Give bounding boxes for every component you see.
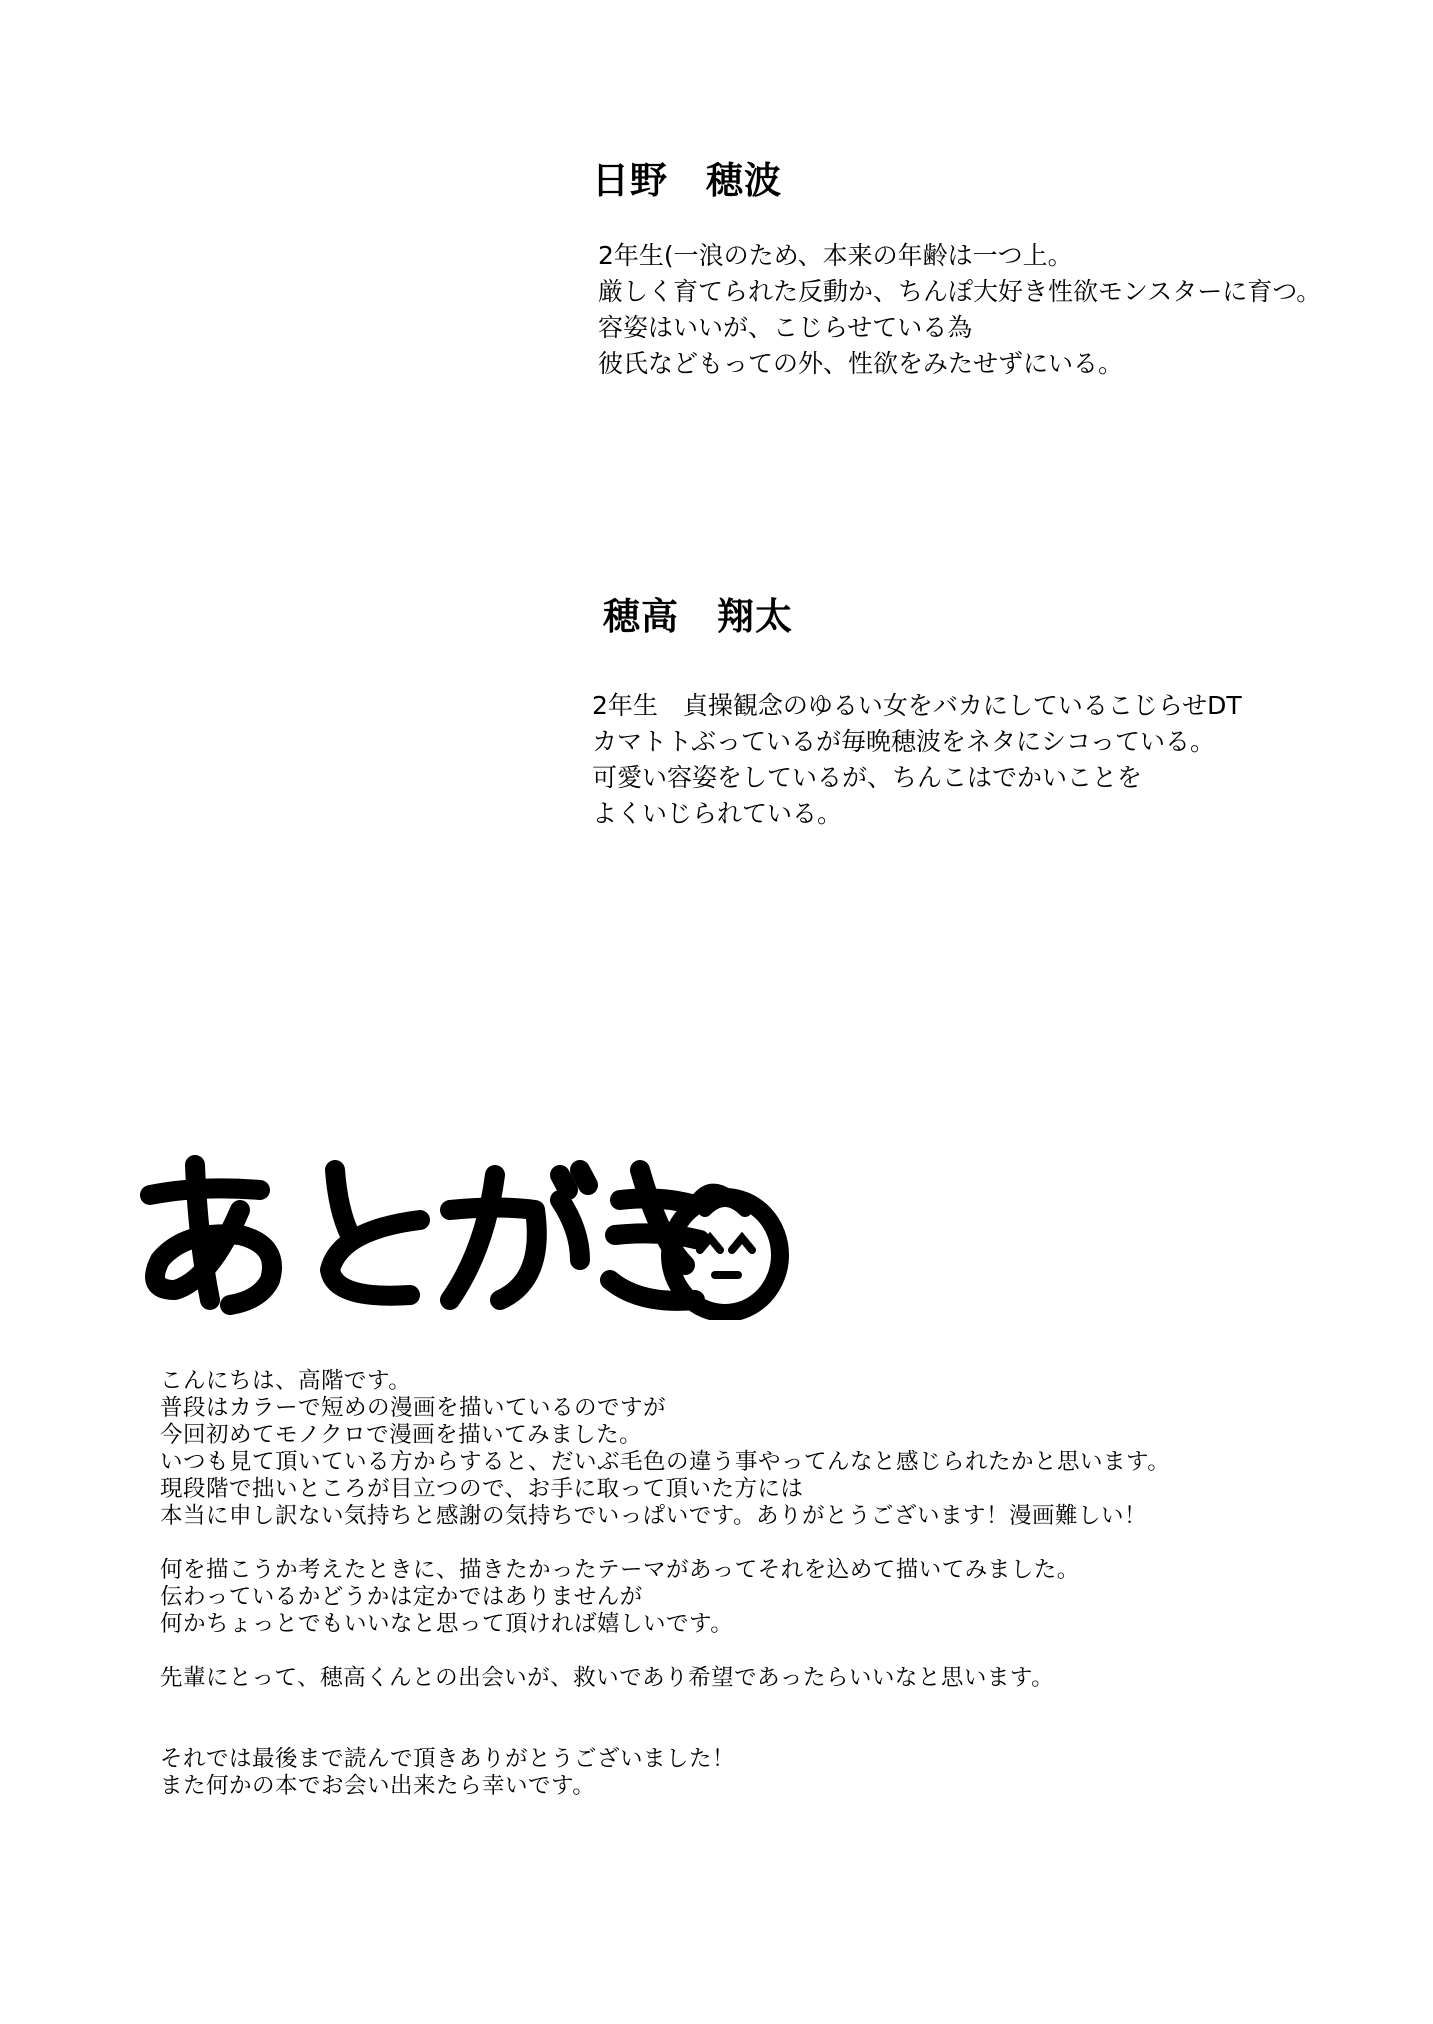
afterword-line: 現段階で拙いところが目立つので、お手に取って頂いた方には (160, 1476, 804, 1502)
character-description-hodaka (592, 688, 1242, 832)
afterword-line: それでは最後まで読んで頂きありがとうございました！ (160, 1746, 736, 1772)
afterword-title-lettering (140, 1150, 790, 1320)
description-line: 2年生(一浪のため、本来の年齢は一つ上。 (598, 241, 1073, 270)
description-line: 2年生 貞操観念のゆるい女をバカにしているこじらせDT (592, 691, 1242, 720)
afterword-line: いつも見て頂いている方からすると、だいぶ毛色の違う事やってんなと感じられたかと思います。 (160, 1449, 1171, 1475)
afterword-line: 伝わっているかどうかは定かではありませんが (160, 1584, 643, 1610)
character-name-hodaka: 穂高 翔太 (603, 594, 793, 638)
afterword-paragraph (160, 1368, 1170, 1530)
afterword-line: 今回初めてモノクロで漫画を描いてみました。 (160, 1422, 643, 1448)
description-line: 彼氏などもっての外、性欲をみたせずにいる。 (598, 349, 1124, 378)
afterword-line: 何を描こうか考えたときに、描きたかったテーマがあってそれを込めて描いてみました。 (160, 1557, 1080, 1583)
afterword-line: こんにちは、高階です。 (160, 1368, 412, 1394)
description-line: カマトトぶっているが毎晩穂波をネタにシコっている。 (592, 727, 1216, 756)
afterword-line: 何かちょっとでもいいなと思って頂ければ嬉しいです。 (160, 1611, 734, 1637)
description-line: 厳しく育てられた反動か、ちんぽ大好き性欲モンスターに育つ。 (598, 277, 1322, 306)
afterword-body (160, 1368, 1170, 1827)
description-line: よくいじられている。 (592, 799, 843, 828)
afterword-paragraph (160, 1746, 1170, 1800)
character-name-honami: 日野 穂波 (592, 158, 782, 202)
afterword-line: 本当に申し訳ない気持ちと感謝の気持ちでいっぱいです。ありがとうございます！漫画難しい！ (160, 1503, 1147, 1529)
afterword-paragraph (160, 1557, 1170, 1638)
description-line: 容姿はいいが、こじらせている為 (598, 313, 973, 342)
afterword-line: 先輩にとって、穂高くんとの出会いが、救いであり希望であったらいいなと思います。 (160, 1665, 1055, 1691)
afterword-paragraph (160, 1665, 1170, 1692)
afterword-line: また何かの本でお会い出来たら幸いです。 (160, 1773, 596, 1799)
afterword-line: 普段はカラーで短めの漫画を描いているのですが (160, 1395, 667, 1421)
description-line: 可愛い容姿をしているが、ちんこはでかいことを (592, 763, 1143, 792)
character-description-honami (598, 238, 1321, 382)
